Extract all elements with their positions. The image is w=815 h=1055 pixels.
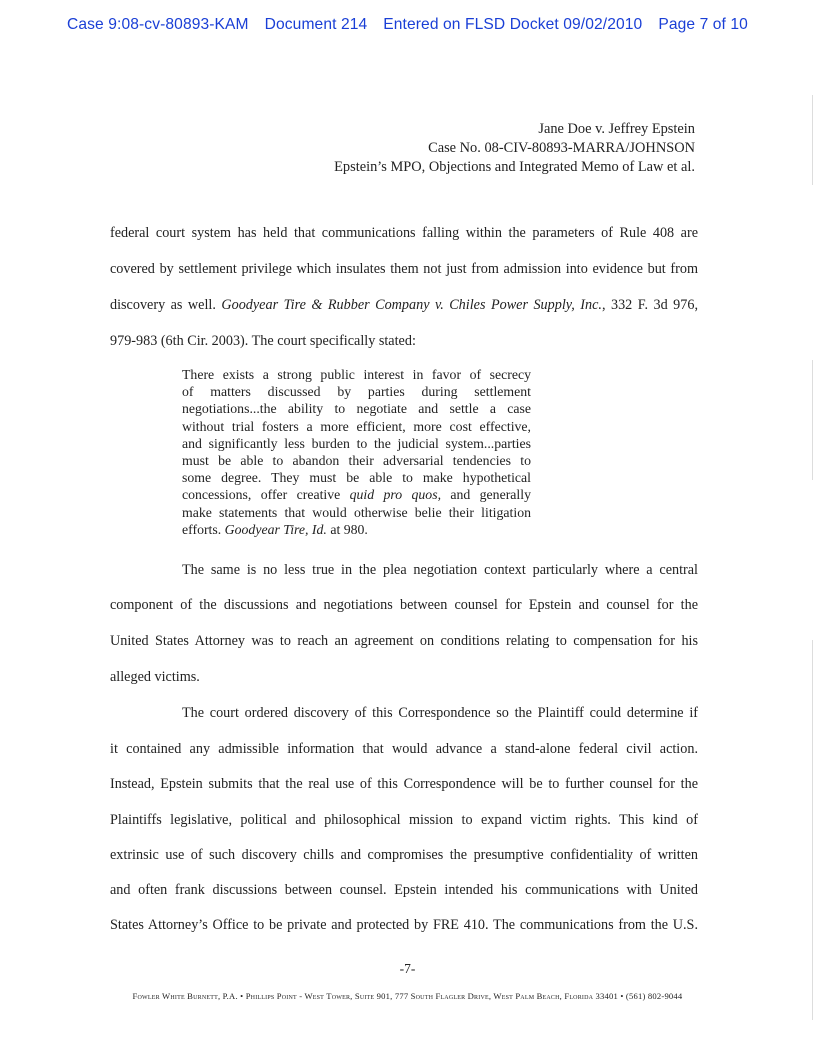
p3-line-6: and often frank discussions between counsel. Epstein intended his communications with United [110,882,698,898]
quote-line: must be able to abandon their adversarial tendencies to [182,453,531,469]
quote-line: some degree. They must be able to make hypothetical [182,470,531,486]
header-document: Document 214 [264,16,368,33]
header-entered: Entered on FLSD Docket 09/02/2010 [383,16,643,33]
p1-line-1: federal court system has held that communications falling within the parameters of Rule 408 are [110,225,698,241]
p3-line-5: extrinsic use of such discovery chills and compromises the presumptive confidentiality of written [110,847,698,863]
p1-line-3-pre: discovery as well. [110,297,222,313]
p3-line-1: The court ordered discovery of this Correspondence so the Plaintiff could determine if [182,705,698,721]
p2-line-4: alleged victims. [110,669,200,685]
header-page: Page 7 of 10 [658,16,748,33]
quote-line: There exists a strong public interest in favor of secrecy [182,367,531,382]
quote-text: concessions, offer creative [182,487,350,503]
quote-text: efforts. [182,521,225,537]
firm-footer: Fowler White Burnett, P.A. • Phillips Point - West Tower, Suite 901, 777 South Flagler Drive, West Palm Beach, Florida 33401 • (561) 802-9044 [132,991,683,1001]
docket-header [0,16,815,34]
quote-line [182,486,531,503]
p2-line-3: United States Attorney was to reach an agreement on conditions relating to compensation for his [110,633,698,649]
case-citation: Goodyear Tire & Rubber Company v. Chiles Power Supply, Inc. [221,297,602,313]
p1-line-3 [110,297,698,315]
scan-artifact [812,640,813,1020]
quote-line [182,521,531,538]
scan-artifact [812,95,813,185]
p2-line-2: component of the discussions and negotiations between counsel for Epstein and counsel for the [110,597,698,613]
quote-line: of matters discussed by parties during settlement [182,384,531,400]
quote-line: and significantly less burden to the judicial system...parties [182,435,531,451]
p3-line-2: it contained any admissible information that would advance a stand-alone federal civil action. [110,741,698,757]
quote-text: and generally [441,487,531,503]
p1-line-2: covered by settlement privilege which insulates them not just from admission into evidence but from [110,261,698,277]
quote-line: without trial fosters a more efficient, more cost effective, [182,418,531,434]
page-number: -7- [399,961,416,976]
scan-artifact [812,360,813,480]
caption-line-3: Epstein’s MPO, Objections and Integrated Memo of Law et al. [334,159,695,175]
block-quote [182,366,531,538]
p3-line-3: Instead, Epstein submits that the real use of this Correspondence will be to further counsel for the [110,776,698,792]
p1-line-3-post: , 332 F. 3d 976, [601,297,698,313]
p3-line-4: Plaintiffs legislative, political and philosophical mission to expand victim rights. This kind of [110,812,698,828]
p3-line-7: States Attorney’s Office to be private and protected by FRE 410. The communications from the U.S. [110,917,698,933]
quote-italic: quid pro quos, [349,487,442,503]
quote-text: at 980. [326,521,368,537]
quote-line: negotiations...the ability to negotiate and settle a case [182,401,531,417]
caption-line-1: Jane Doe v. Jeffrey Epstein [538,121,695,137]
quote-line: make statements that would otherwise belie their litigation [182,504,531,520]
case-caption [334,120,695,177]
p2-line-1: The same is no less true in the plea negotiation context particularly where a central [182,562,698,578]
caption-line-2: Case No. 08-CIV-80893-MARRA/JOHNSON [428,140,695,156]
header-case-number: Case 9:08-cv-80893-KAM [67,16,249,33]
quote-citation: Goodyear Tire, Id. [224,521,327,537]
p1-line-4: 979-983 (6th Cir. 2003). The court specifically stated: [110,333,416,349]
